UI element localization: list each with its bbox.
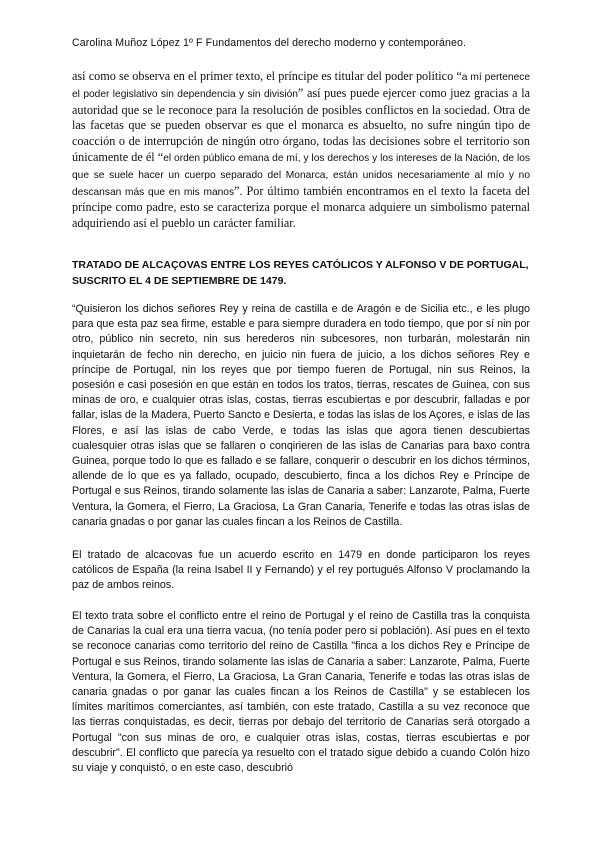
section-title: TRATADO DE ALCAÇOVAS ENTRE LOS REYES CATÓLICOS Y ALFONSO V DE PORTUGAL, SUSCRITO EL 4 DE SEPTIEMBRE DE 1479. bbox=[72, 259, 529, 287]
intro-text-1: así como se observa en el primer texto, el príncipe es titular del poder político “ bbox=[72, 69, 462, 83]
intro-quote-2: el orden público emana de mí, y los derechos y los intereses de la Nación, de los que se suele hacer un cuerpo separado del Monarca, están unidos necesariamente al mío y no descansan más que en mis manos bbox=[72, 152, 530, 198]
intro-text-3: ”. Por último también encontramos en el texto la faceta del príncipe como padre, esto se caracteriza porque el monarca adquiere un simbolismo paternal adquiriendo así el pueblo un carácter familiar. bbox=[72, 183, 530, 231]
intro-text-2: ” así pues puede ejercer como juez gracias a la autoridad que se le reconoce para la resolución de posibles conflictos en la sociedad. Otra de las facetas que se pueden observar es que el monarca es absuelto, no sufre ningún tipo de coacción o de interrupción de ningún otro órgano, todas las decisiones sobre el territorio son únicamente de él “ bbox=[72, 85, 530, 164]
page-header: Carolina Muñoz López 1º F Fundamentos del derecho moderno y contemporáneo. bbox=[72, 37, 467, 49]
treaty-paragraph-3: El texto trata sobre el conflicto entre el reino de Portugal y el reino de Castilla tras la conquista de Canarias la cual era una tierra vacua, (no tenía poder pero si población). Así pues en el texto se reconoce canarias como territorio del reino de Castilla "finca a los dichos Rey e Príncipe de Portugal e sus Reinos, tirando solamente las islas de Canaria a saber: Lanzarote, Palma, Fuerte Ventura, la Gomera, el Fierro, La Graciosa, La Gran Canaria, Tenerife e todas las otras islas de canaria gnadas o por ganar las cuales fincan a los Reinos de Castilla" y se establecen los límites marítimos comerciantes, así también, con este tratado, Castilla a su vez reconoce que las tierras conquistadas, es decir, tierras por debajo del territorio de Canarias será otorgado a Portugal "con sus minas de oro, e cualquier otras islas, costas, tierras escubiertas e por descubrir". El conflicto que parecía ya resuelto con el tratado sigue debido a cuando Colón hizo su viaje y conquistó, o en este caso, descubrió bbox=[72, 610, 530, 775]
intro-paragraph bbox=[72, 69, 530, 232]
treaty-quote: “Quisieron los dichos señores Rey y reina de castilla e de Aragón e de Sicilia etc., e les plugo para que esta paz sea firme, estable e para siempre duradera en todo tiempo, que por sí nin por otro, público nin secreto, nin sus herederos nin subcesores, non turbarán, molestarán nin inquietarán de fecho nin derecho, en juicio nin fuera de juicio, a los dichos señores Rey e príncipe de Portugal, nin los reyes que por tiempo fueren de Portugal, nin sus Reinos, la posesión e casi posesión en que están en todos los tratos, tierras, rescates de Guinea, con sus minas de oro, e cualquier otras islas, costas, tierras escubiertas e por descubrir, falladas e por fallar, islas de la Madera, Puerto Sancto e Desierta, e todas las islas de los Açores, e islas de las Flores, e así las islas de cabo Verde, e todas las islas que agora tienen descubiertas cualesquier otras islas que se fallaren o conqirieren de las islas de Canarias para baxo contra Guinea, porque todo lo que es fallado e se fallare, conquerir o descubrir en los dichos términos, allende de lo que es ya fallado, ocupado, descubierto, finca a los dichos Rey e Príncipe de Portugal e sus Reinos, tirando solamente las islas de Canaria a saber: Lanzarote, Palma, Fuerte Ventura, la Gomera, el Fierro, La Graciosa, La Gran Canaria, Tenerife e todas las otras islas de canaria gnadas o por ganar las cuales fincan a los Reinos de Castilla. bbox=[72, 303, 530, 528]
intro-quote-1: a mí pertenece el poder legislativo sin dependencia y sin división bbox=[72, 72, 530, 100]
treaty-paragraph-2: El tratado de alcacovas fue un acuerdo escrito en 1479 en donde participaron los reyes católicos de España (la reina Isabel II y Fernando) y el rey portugués Alfonso V proclamando la paz de ambos reinos. bbox=[72, 549, 530, 592]
